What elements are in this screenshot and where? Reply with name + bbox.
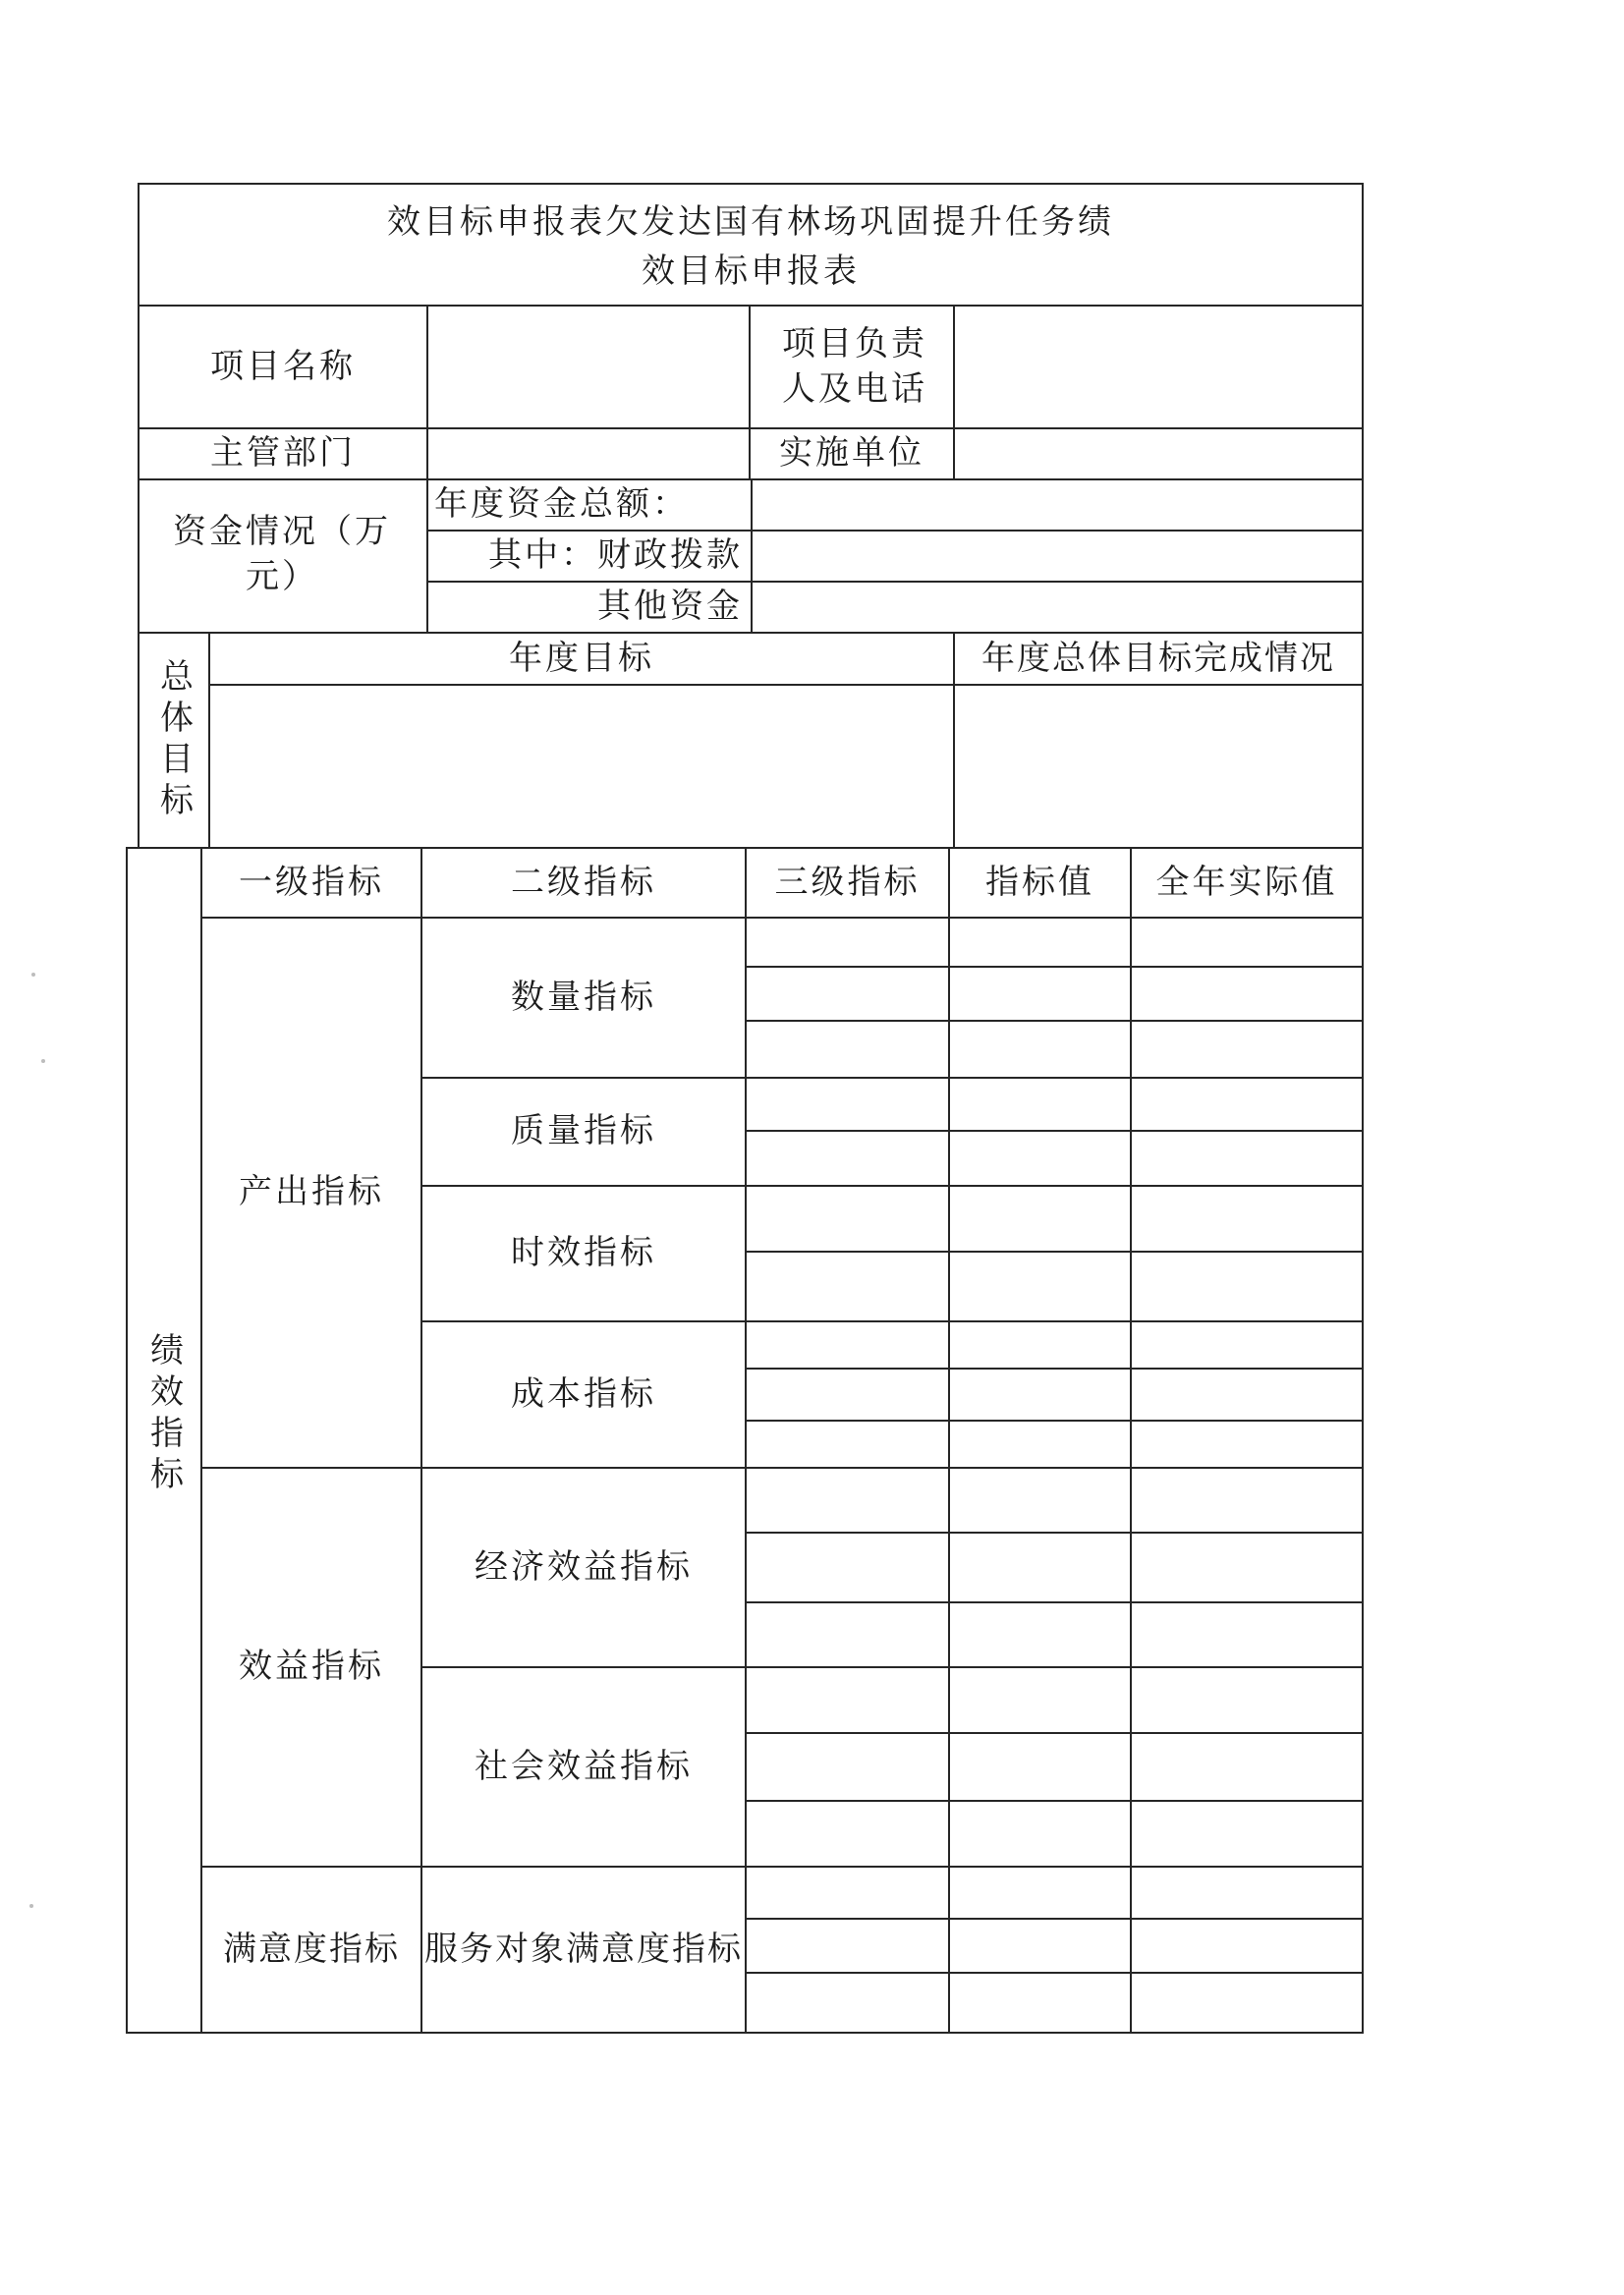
completion-header: 年度总体目标完成情况 — [981, 638, 1335, 678]
row-line — [745, 1732, 1364, 1734]
project-name-label: 项目名称 — [210, 346, 356, 386]
border-right — [1362, 183, 1364, 2034]
border-top — [138, 183, 1364, 185]
quality-indicator-label: 质量指标 — [511, 1111, 656, 1151]
overall-goal-label: 总体目标 — [153, 657, 194, 823]
header-level3: 三级指标 — [774, 862, 921, 902]
line-v-967 — [948, 847, 950, 2034]
line-v-1152 — [1130, 847, 1132, 2034]
timeliness-indicator-label: 时效指标 — [511, 1233, 656, 1273]
row-line — [745, 1420, 1364, 1422]
row-line — [745, 1130, 1364, 1132]
scan-speck — [29, 1904, 33, 1908]
header-level1: 一级指标 — [239, 862, 384, 902]
benefit-indicator-label: 效益指标 — [239, 1647, 384, 1687]
funds-fiscal-label: 其中：财政拨款 — [488, 535, 743, 576]
row-line — [745, 1972, 1364, 1974]
dept-field[interactable] — [428, 429, 749, 478]
output-indicator-label: 产出指标 — [239, 1172, 384, 1212]
project-leader-field[interactable] — [955, 307, 1362, 427]
funds-other-label: 其他资金 — [597, 587, 743, 627]
unit-field[interactable] — [955, 429, 1362, 478]
form-title-line1: 效目标申报表欠发达国有林场巩固提升任务绩 — [387, 202, 1114, 243]
row-line — [745, 966, 1364, 968]
project-leader-label: 项目负责人及电话 — [782, 324, 927, 409]
row-line — [745, 1800, 1364, 1802]
economic-benefit-label: 经济效益指标 — [475, 1546, 693, 1587]
line-v-760 — [745, 847, 747, 2034]
completion-field[interactable] — [955, 686, 1362, 847]
funds-label: 资金情况（万元） — [173, 512, 391, 596]
funds-other-field[interactable] — [753, 583, 1362, 632]
row-line — [745, 1020, 1364, 1022]
quantity-indicator-label: 数量指标 — [511, 977, 656, 1017]
header-value: 指标值 — [985, 862, 1094, 902]
annual-goal-field[interactable] — [210, 686, 953, 847]
row-line — [745, 1251, 1364, 1253]
satisfaction-indicator-label: 满意度指标 — [223, 1929, 400, 1969]
unit-label: 实施单位 — [779, 433, 924, 474]
row-line — [745, 1532, 1364, 1534]
funds-total-field[interactable] — [753, 480, 1362, 530]
cost-indicator-label: 成本指标 — [511, 1373, 656, 1414]
row-line — [745, 1601, 1364, 1603]
header-actual: 全年实际值 — [1155, 862, 1338, 902]
funds-total-label: 年度资金总额： — [434, 484, 689, 525]
header-level2: 二级指标 — [511, 862, 656, 902]
social-benefit-label: 社会效益指标 — [475, 1746, 693, 1786]
row-line — [745, 1918, 1364, 1920]
performance-label: 绩效指标 — [143, 1332, 184, 1497]
form-title-line2: 效目标申报表 — [642, 252, 860, 292]
annual-goal-header: 年度目标 — [509, 638, 654, 678]
project-name-field[interactable] — [428, 307, 749, 427]
row-line — [745, 1368, 1364, 1370]
dept-label: 主管部门 — [210, 433, 356, 474]
funds-fiscal-field[interactable] — [753, 532, 1362, 581]
service-satisfaction-label: 服务对象满意度指标 — [424, 1930, 743, 1970]
scan-speck — [31, 973, 35, 977]
scan-speck — [41, 1059, 45, 1063]
